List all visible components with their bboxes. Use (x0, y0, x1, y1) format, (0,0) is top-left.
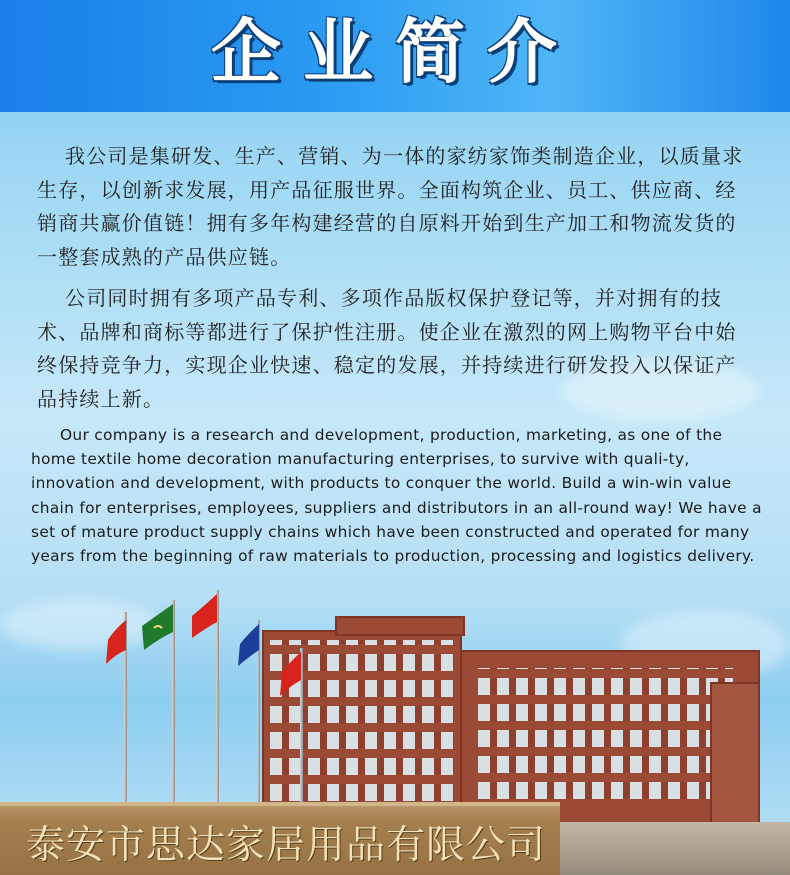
company-sign-text: 泰安市思达家居用品有限公司 (26, 823, 547, 868)
building-wing-windows (478, 668, 733, 808)
page-title: 企业简介 (211, 11, 579, 93)
flag-red (104, 620, 128, 664)
intro-paragraph-zh-2: 公司同时拥有多项产品专利、多项作品版权保护登记等，并对拥有的技术、品牌和商标等都进行了保护性注册。使企业在激烈的网上购物平台中始终保持竞争力，实现企业快速、稳定的发展，并持续进行研发投入以保证产品持续上新。 (37, 286, 737, 411)
flag-green (140, 604, 174, 650)
flag-red (278, 652, 302, 696)
flag-red (190, 594, 218, 638)
office-building-tower (335, 616, 465, 636)
intro-paragraph-en: Our company is a research and development, production, marketing, as one of the home textile home decoration manufacturing enterprises, to survive with quali-ty, innovation and development, with products to conquer the world. Build a win-win value chain for enterprises, employees, suppliers and distributors in an all-round way! We have a set of mature product supply chains which have been constructed and operated for many years from the beginning of raw materials to production, processing and logistics delivery. (31, 426, 762, 566)
intro-paragraph-zh-1: 我公司是集研发、生产、营销、为一体的家纺家饰类制造企业，以质量求生存，以创新求发展，用产品征服世界。全面构筑企业、员工、供应商、经销商共赢价值链！拥有多年构建经营的自原料开始到生产加工和物流发货的一整套成熟的产品供应链。 (37, 144, 744, 269)
company-building-photo (0, 590, 790, 875)
flag-blue (236, 624, 260, 666)
office-building-end (710, 682, 760, 832)
header-banner (0, 0, 790, 112)
